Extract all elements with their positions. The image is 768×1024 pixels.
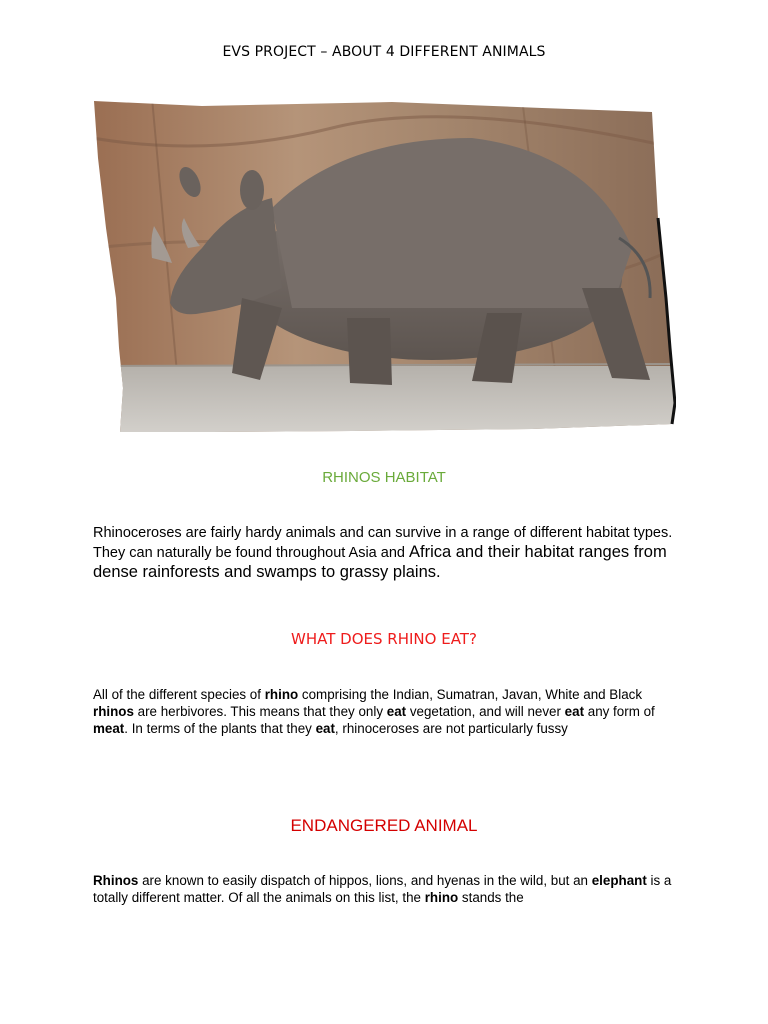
diet-text: any form of: [584, 703, 655, 719]
habitat-paragraph: [93, 524, 678, 583]
endangered-text: is a totally different matter. Of all the animals on this list, the: [93, 873, 672, 905]
diet-text: . In terms of the plants that they: [124, 720, 316, 736]
endangered-text: are known to easily dispatch of hippos, lions, and hyenas in the wild, but an: [138, 873, 592, 888]
endangered-bold: elephant: [591, 873, 647, 888]
endangered-heading: ENDANGERED ANIMAL: [290, 816, 478, 835]
diet-bold: rhino: [264, 687, 299, 702]
diet-text: comprising the Indian, Sumatran, Javan, White and Black: [298, 687, 643, 702]
endangered-bold: rhino: [424, 889, 459, 905]
diet-text: vegetation, and will never: [406, 703, 565, 719]
endangered-paragraph: [93, 873, 678, 907]
diet-paragraph: [93, 687, 678, 737]
diet-heading: WHAT DOES RHINO EAT?: [291, 630, 477, 648]
habitat-text-b: Africa and their habitat ranges from dense rainforests and swamps to grassy plains.: [93, 543, 667, 581]
diet-text: , rhinoceroses are not particularly fussy: [334, 720, 568, 736]
page-title: EVS PROJECT – ABOUT 4 DIFFERENT ANIMALS: [222, 44, 546, 60]
habitat-heading: RHINOS HABITAT: [322, 469, 446, 486]
diet-bold: eat: [386, 703, 407, 719]
diet-text: are herbivores. This means that they only: [133, 703, 387, 719]
diet-bold: meat: [93, 720, 125, 736]
endangered-bold: Rhinos: [93, 873, 139, 888]
rhino-photo: [92, 98, 676, 434]
endangered-text: stands the: [458, 889, 524, 905]
habitat-text-a: Rhinoceroses are fairly hardy animals and can survive in a range of different habitat types. They can naturally be found throughout Asia and: [93, 525, 673, 561]
diet-bold: eat: [564, 703, 585, 719]
diet-bold: eat: [315, 720, 335, 736]
diet-bold: rhinos: [93, 703, 134, 719]
diet-text: All of the different species of: [93, 687, 265, 702]
